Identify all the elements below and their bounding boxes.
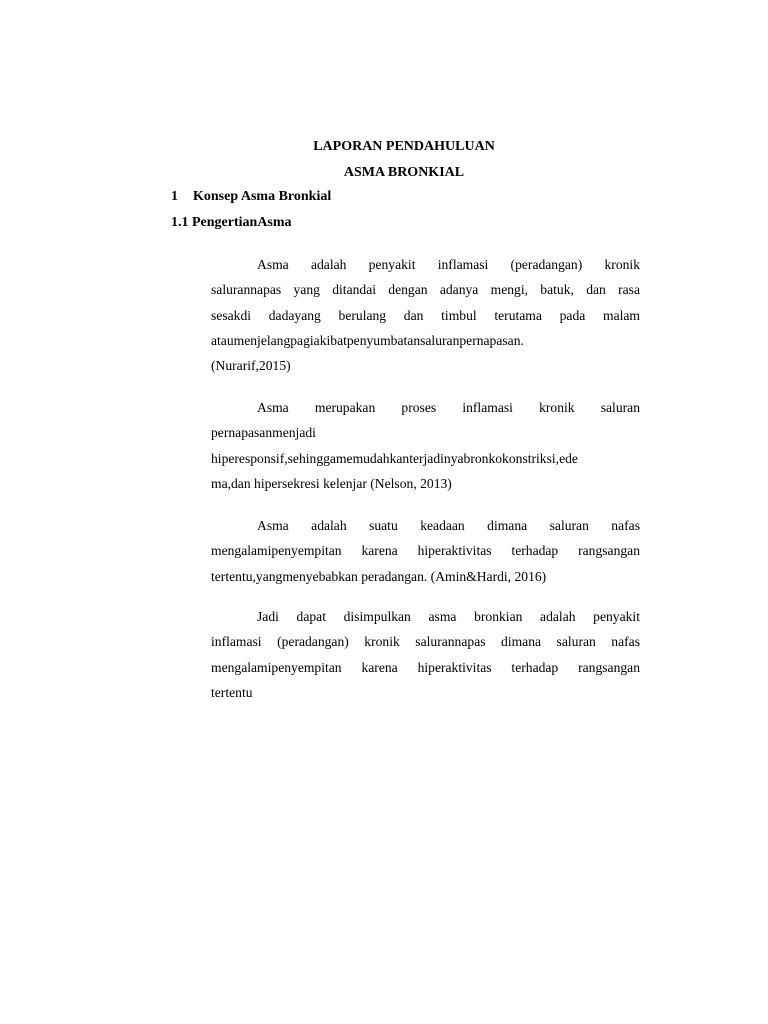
paragraph-line: ataumenjelangpagiakibatpenyumbatansaluranpernapasan. [211, 332, 524, 348]
paragraph-line: Jadi dapat disimpulkan asma bronkian adalah penyakit [257, 609, 640, 624]
section-heading [171, 189, 331, 205]
paragraph-line: sesakdi dadayang berulang dan timbul terutama pada malam [211, 307, 640, 323]
paragraph-conclusion [211, 604, 640, 705]
paragraph-line: mengalamipenyempitan karena hiperaktivitas terhadap rangsangan [211, 543, 640, 559]
report-subtitle: ASMA BRONKIAL [343, 165, 465, 180]
paragraph-line: pernapasanmenjadi [211, 425, 316, 441]
paragraph-definition-1 [211, 252, 640, 378]
section-number: 1 [171, 189, 178, 204]
paragraph-line: inflamasi (peradangan) kronik salurannapas dimana saluran nafas [211, 634, 640, 650]
section-title: Konsep Asma Bronkial [193, 189, 332, 204]
paragraph-line: Asma merupakan proses inflamasi kronik saluran [257, 400, 640, 415]
paragraph-line: hiperesponsif,sehinggamemudahkanterjadinyabronkokonstriksi,ede [211, 450, 578, 466]
paragraph-definition-2 [211, 395, 640, 496]
subsection-heading: 1.1 PengertianAsma [171, 215, 292, 230]
paragraph-definition-3 [211, 513, 640, 589]
paragraph-line: ma,dan hipersekresi kelenjar (Nelson, 2013) [211, 475, 452, 491]
paragraph-line: tertentu [211, 684, 253, 700]
citation: (Nurarif,2015) [211, 358, 291, 374]
paragraph-line: tertentu,yangmenyebabkan peradangan. (Amin&Hardi, 2016) [211, 568, 547, 584]
paragraph-line: mengalamipenyempitan karena hiperaktivitas terhadap rangsangan [211, 659, 640, 675]
paragraph-line: salurannapas yang ditandai dengan adanya mengi, batuk, dan rasa [211, 282, 640, 298]
paragraph-line: Asma adalah penyakit inflamasi (peradangan) kronik [257, 257, 640, 272]
report-title: LAPORAN PENDAHULUAN [313, 139, 495, 154]
paragraph-line: Asma adalah suatu keadaan dimana saluran nafas [257, 518, 640, 533]
